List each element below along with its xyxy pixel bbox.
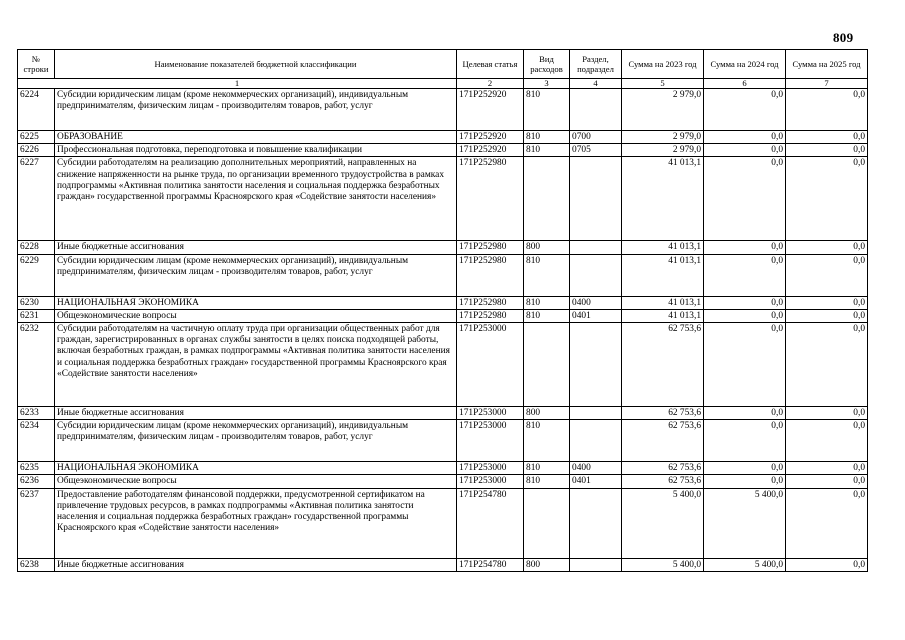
sum-2025-cell: 0,0 xyxy=(786,241,868,254)
sum-2023-cell: 5 400,0 xyxy=(622,488,704,558)
section-code-cell xyxy=(570,157,622,241)
section-code-cell xyxy=(570,323,622,407)
sum-2023-cell: 41 013,1 xyxy=(622,157,704,241)
sum-2023-cell: 2 979,0 xyxy=(622,131,704,144)
section-code-cell xyxy=(570,420,622,462)
table-row xyxy=(18,323,868,407)
sum-2024-cell: 5 400,0 xyxy=(704,488,786,558)
sum-2024-cell: 0,0 xyxy=(704,131,786,144)
expense-type-cell: 810 xyxy=(524,462,570,475)
sum-2023-cell: 62 753,6 xyxy=(622,420,704,462)
sum-2025-cell: 0,0 xyxy=(786,420,868,462)
table-row xyxy=(18,420,868,462)
target-article-cell: 171P253000 xyxy=(457,475,524,488)
header-row-number: № строки xyxy=(18,50,55,79)
row-number-cell: 6225 xyxy=(18,131,55,144)
section-code-cell xyxy=(570,89,622,131)
sum-2024-cell: 0,0 xyxy=(704,144,786,157)
sum-2025-cell: 0,0 xyxy=(786,144,868,157)
indicator-name-cell: Иные бюджетные ассигнования xyxy=(55,558,457,571)
sum-2023-cell: 62 753,6 xyxy=(622,407,704,420)
indicator-name-cell: Общеэкономические вопросы xyxy=(55,309,457,322)
target-article-cell: 171P253000 xyxy=(457,323,524,407)
section-code-cell xyxy=(570,254,622,296)
row-number-cell: 6234 xyxy=(18,420,55,462)
sum-2025-cell: 0,0 xyxy=(786,323,868,407)
sum-2024-cell: 0,0 xyxy=(704,475,786,488)
sum-2025-cell: 0,0 xyxy=(786,131,868,144)
row-number-cell: 6231 xyxy=(18,309,55,322)
header-sum-2024: Сумма на 2024 год xyxy=(704,50,786,79)
sum-2024-cell: 0,0 xyxy=(704,254,786,296)
header-index-7: 7 xyxy=(786,79,868,89)
target-article-cell: 171P252980 xyxy=(457,309,524,322)
table-row xyxy=(18,296,868,309)
row-number-cell: 6226 xyxy=(18,144,55,157)
indicator-name-cell: Субсидии юридическим лицам (кроме некоммерческих организаций), индивидуальным предпринимателям, физическим лицам - производителям товаров, работ, услуг xyxy=(55,254,457,296)
section-code-cell: 0400 xyxy=(570,462,622,475)
header-index-3: 3 xyxy=(524,79,570,89)
table-row xyxy=(18,475,868,488)
expense-type-cell: 800 xyxy=(524,241,570,254)
row-number-cell: 6233 xyxy=(18,407,55,420)
table-body xyxy=(18,89,868,572)
row-number-cell: 6228 xyxy=(18,241,55,254)
expense-type-cell: 810 xyxy=(524,89,570,131)
table-header xyxy=(18,50,868,89)
section-code-cell xyxy=(570,488,622,558)
row-number-cell: 6227 xyxy=(18,157,55,241)
section-code-cell xyxy=(570,558,622,571)
target-article-cell: 171P253000 xyxy=(457,407,524,420)
row-number-cell: 6236 xyxy=(18,475,55,488)
target-article-cell: 171P253000 xyxy=(457,420,524,462)
expense-type-cell: 810 xyxy=(524,144,570,157)
indicator-name-cell: Субсидии юридическим лицам (кроме некоммерческих организаций), индивидуальным предпринимателям, физическим лицам - производителям товаров, работ, услуг xyxy=(55,420,457,462)
row-number-cell: 6235 xyxy=(18,462,55,475)
target-article-cell: 171P252980 xyxy=(457,254,524,296)
sum-2024-cell: 0,0 xyxy=(704,241,786,254)
expense-type-cell: 810 xyxy=(524,420,570,462)
sum-2023-cell: 62 753,6 xyxy=(622,475,704,488)
indicator-name-cell: Субсидии юридическим лицам (кроме некоммерческих организаций), индивидуальным предпринимателям, физическим лицам - производителям товаров, работ, услуг xyxy=(55,89,457,131)
sum-2023-cell: 2 979,0 xyxy=(622,144,704,157)
table-row xyxy=(18,462,868,475)
section-code-cell: 0700 xyxy=(570,131,622,144)
indicator-name-cell: Предоставление работодателям финансовой поддержки, предусмотренной сертификатом на привлечение трудовых ресурсов, в рамках подпрограммы «Активная политика занятости населения и социальная поддержка безработных граждан» государственной программы Красноярского края «Содействие занятости населения» xyxy=(55,488,457,558)
sum-2025-cell: 0,0 xyxy=(786,462,868,475)
sum-2024-cell: 0,0 xyxy=(704,407,786,420)
table-row xyxy=(18,558,868,571)
sum-2024-cell: 0,0 xyxy=(704,323,786,407)
header-index-5: 5 xyxy=(622,79,704,89)
sum-2023-cell: 62 753,6 xyxy=(622,462,704,475)
expense-type-cell: 800 xyxy=(524,558,570,571)
expense-type-cell: 810 xyxy=(524,309,570,322)
header-expense-type: Вид расходов xyxy=(524,50,570,79)
section-code-cell: 0705 xyxy=(570,144,622,157)
table-row xyxy=(18,89,868,131)
page-number: 809 xyxy=(833,30,854,45)
sum-2023-cell: 41 013,1 xyxy=(622,254,704,296)
indicator-name-cell: Субсидии работодателям на частичную оплату труда при организации общественных работ для граждан, зарегистрированных в органах службы занятости в целях поиска подходящей работы, включая безработных граждан, в рамках подпрограммы «Активная политика занятости населения и социальная поддержка безработных граждан» государственной программы Красноярского края «Содействие занятости населения» xyxy=(55,323,457,407)
sum-2024-cell: 0,0 xyxy=(704,309,786,322)
header-index-2: 2 xyxy=(457,79,524,89)
table-row xyxy=(18,241,868,254)
sum-2024-cell: 0,0 xyxy=(704,462,786,475)
target-article-cell: 171P254780 xyxy=(457,488,524,558)
sum-2024-cell: 5 400,0 xyxy=(704,558,786,571)
table-row xyxy=(18,131,868,144)
row-number-cell: 6229 xyxy=(18,254,55,296)
target-article-cell: 171P252980 xyxy=(457,296,524,309)
table-row xyxy=(18,309,868,322)
row-number-cell: 6230 xyxy=(18,296,55,309)
table-row xyxy=(18,157,868,241)
indicator-name-cell: Субсидии работодателям на реализацию дополнительных мероприятий, направленных на снижение напряженности на рынке труда, по организации временного трудоустройства в рамках подпрограммы «Активная политика занятости населения и социальная поддержка безработных граждан» государственной программы Красноярского края «Содействие занятости населения» xyxy=(55,157,457,241)
sum-2023-cell: 5 400,0 xyxy=(622,558,704,571)
expense-type-cell xyxy=(524,157,570,241)
header-section: Раздел, подраздел xyxy=(570,50,622,79)
target-article-cell: 171P253000 xyxy=(457,462,524,475)
target-article-cell: 171P252980 xyxy=(457,157,524,241)
sum-2024-cell: 0,0 xyxy=(704,89,786,131)
header-index-6: 6 xyxy=(704,79,786,89)
header-indicator-name: Наименование показателей бюджетной классификации xyxy=(55,50,457,79)
sum-2023-cell: 41 013,1 xyxy=(622,296,704,309)
target-article-cell: 171P252980 xyxy=(457,241,524,254)
expense-type-cell xyxy=(524,488,570,558)
budget-table xyxy=(17,49,868,572)
target-article-cell: 171P254780 xyxy=(457,558,524,571)
indicator-name-cell: НАЦИОНАЛЬНАЯ ЭКОНОМИКА xyxy=(55,296,457,309)
section-code-cell: 0401 xyxy=(570,475,622,488)
sum-2024-cell: 0,0 xyxy=(704,420,786,462)
sum-2024-cell: 0,0 xyxy=(704,296,786,309)
table-row xyxy=(18,488,868,558)
expense-type-cell: 800 xyxy=(524,407,570,420)
header-index-1: 1 xyxy=(18,79,457,89)
sum-2025-cell: 0,0 xyxy=(786,309,868,322)
indicator-name-cell: Иные бюджетные ассигнования xyxy=(55,241,457,254)
section-code-cell xyxy=(570,407,622,420)
sum-2025-cell: 0,0 xyxy=(786,157,868,241)
sum-2025-cell: 0,0 xyxy=(786,407,868,420)
indicator-name-cell: Иные бюджетные ассигнования xyxy=(55,407,457,420)
row-number-cell: 6224 xyxy=(18,89,55,131)
target-article-cell: 171P252920 xyxy=(457,144,524,157)
indicator-name-cell: Общеэкономические вопросы xyxy=(55,475,457,488)
header-sum-2025: Сумма на 2025 год xyxy=(786,50,868,79)
table-row xyxy=(18,144,868,157)
sum-2023-cell: 41 013,1 xyxy=(622,241,704,254)
section-code-cell xyxy=(570,241,622,254)
header-sum-2023: Сумма на 2023 год xyxy=(622,50,704,79)
indicator-name-cell: ОБРАЗОВАНИЕ xyxy=(55,131,457,144)
table-row xyxy=(18,254,868,296)
section-code-cell: 0401 xyxy=(570,309,622,322)
section-code-cell: 0400 xyxy=(570,296,622,309)
target-article-cell: 171P252920 xyxy=(457,89,524,131)
sum-2024-cell: 0,0 xyxy=(704,157,786,241)
sum-2023-cell: 2 979,0 xyxy=(622,89,704,131)
sum-2025-cell: 0,0 xyxy=(786,296,868,309)
sum-2025-cell: 0,0 xyxy=(786,475,868,488)
header-index-4: 4 xyxy=(570,79,622,89)
sum-2025-cell: 0,0 xyxy=(786,89,868,131)
expense-type-cell: 810 xyxy=(524,296,570,309)
row-number-cell: 6237 xyxy=(18,488,55,558)
row-number-cell: 6232 xyxy=(18,323,55,407)
sum-2023-cell: 41 013,1 xyxy=(622,309,704,322)
sum-2025-cell: 0,0 xyxy=(786,558,868,571)
sum-2023-cell: 62 753,6 xyxy=(622,323,704,407)
table-row xyxy=(18,407,868,420)
expense-type-cell: 810 xyxy=(524,131,570,144)
sum-2025-cell: 0,0 xyxy=(786,254,868,296)
sum-2025-cell: 0,0 xyxy=(786,488,868,558)
row-number-cell: 6238 xyxy=(18,558,55,571)
header-target-article: Целевая статья xyxy=(457,50,524,79)
expense-type-cell xyxy=(524,323,570,407)
expense-type-cell: 810 xyxy=(524,254,570,296)
indicator-name-cell: Профессиональная подготовка, переподготовка и повышение квалификации xyxy=(55,144,457,157)
indicator-name-cell: НАЦИОНАЛЬНАЯ ЭКОНОМИКА xyxy=(55,462,457,475)
target-article-cell: 171P252920 xyxy=(457,131,524,144)
expense-type-cell: 810 xyxy=(524,475,570,488)
